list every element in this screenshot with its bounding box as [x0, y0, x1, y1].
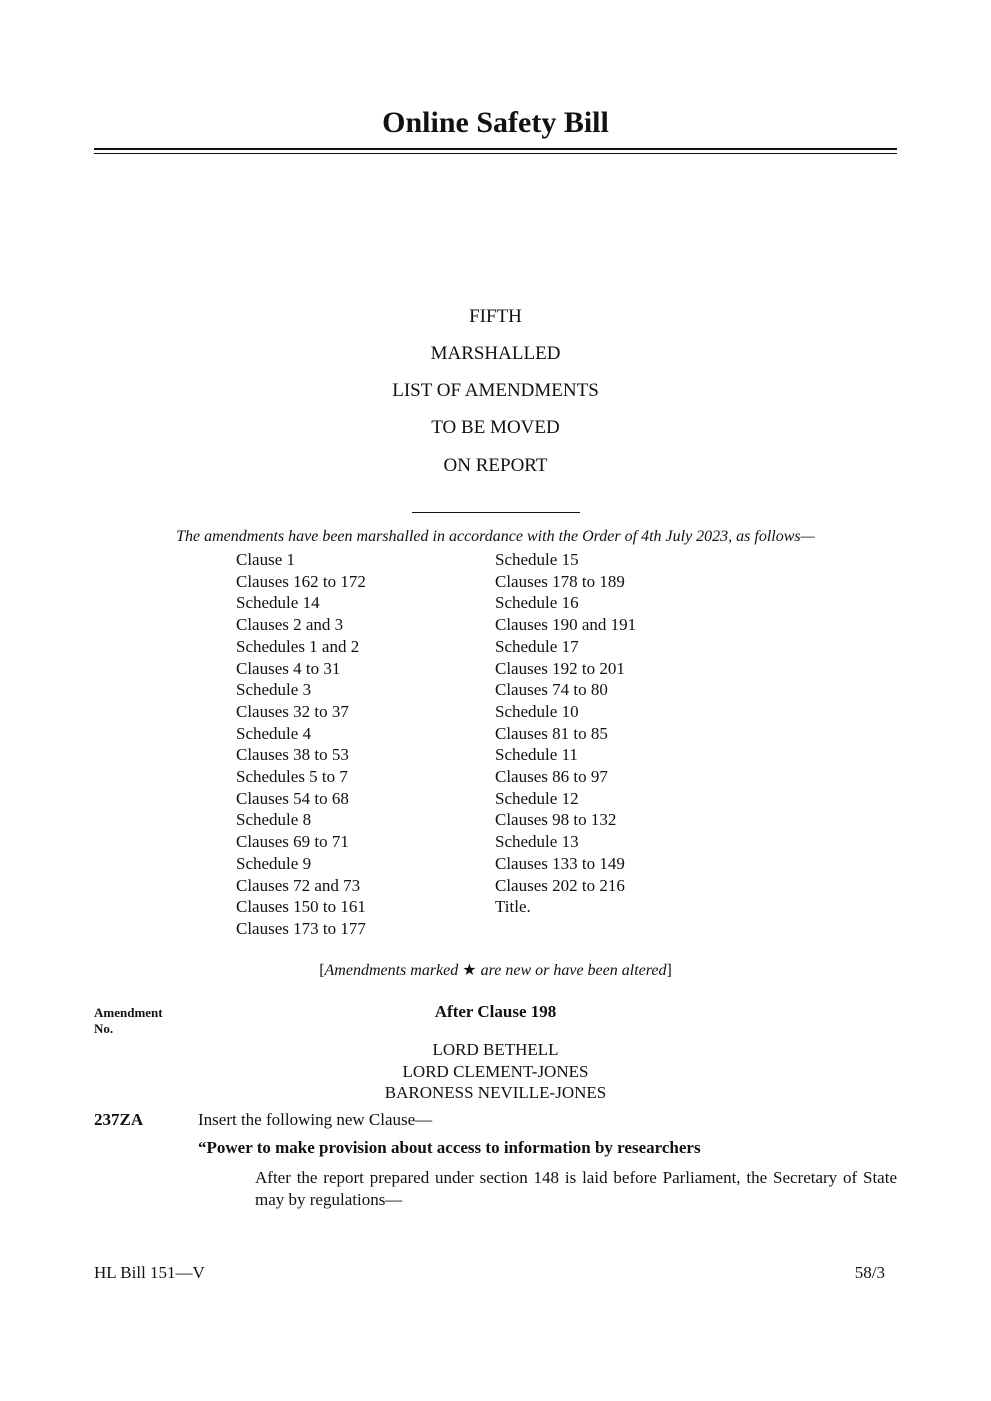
- order-item: Clauses 133 to 149: [495, 853, 625, 873]
- order-item: Schedules 1 and 2: [236, 636, 360, 656]
- order-item: Schedule 9: [236, 853, 312, 873]
- amendment-label-line1: Amendment: [94, 1005, 163, 1020]
- heading-line-marshalled: MARSHALLED: [430, 343, 561, 364]
- order-item: Clauses 178 to 189: [495, 571, 625, 591]
- order-item: Clauses 86 to 97: [495, 767, 608, 787]
- order-item: Clause 1: [236, 550, 296, 569]
- order-item: Schedule 14: [236, 593, 320, 613]
- amendment-number: 237ZA: [94, 1110, 144, 1129]
- order-item: Schedule 15: [495, 550, 579, 569]
- order-item: Clauses 162 to 172: [236, 571, 366, 591]
- order-item: Schedule 3: [236, 680, 312, 700]
- order-item: Schedule 11: [495, 745, 578, 765]
- after-clause-heading: After Clause 198: [434, 1002, 557, 1021]
- clause-body-text: After the report prepared under section 148 is laid before Parliament, the Secretary of State may by regulations—: [255, 1168, 897, 1209]
- bill-title: Online Safety Bill: [382, 106, 609, 139]
- order-item: Clauses 2 and 3: [236, 615, 344, 635]
- order-item: Schedule 12: [495, 788, 579, 808]
- order-item: Clauses 4 to 31: [236, 658, 341, 678]
- order-item: Schedule 10: [495, 701, 579, 721]
- bill-reference: HL Bill 151—V: [94, 1263, 205, 1282]
- section-divider: [412, 512, 580, 513]
- marshalling-intro: The amendments have been marshalled in accordance with the Order of 4th July 2023, as follows—: [176, 528, 815, 545]
- title-rule-thin: [94, 153, 897, 154]
- sponsor-name: BARONESS NEVILLE-JONES: [384, 1083, 607, 1102]
- order-list-right: [495, 549, 636, 918]
- order-item: Clauses 98 to 132: [495, 810, 617, 830]
- order-item: Schedule 17: [495, 636, 579, 656]
- order-item: Schedule 8: [236, 810, 312, 830]
- order-item: Clauses 72 and 73: [236, 875, 361, 895]
- order-item: Clauses 38 to 53: [236, 745, 349, 765]
- order-item: Clauses 150 to 161: [236, 897, 366, 917]
- page-reference: 58/3: [854, 1263, 885, 1282]
- order-item: Clauses 54 to 68: [236, 788, 349, 808]
- order-item: Clauses 32 to 37: [236, 701, 349, 721]
- insert-instruction: Insert the following new Clause—: [198, 1110, 433, 1129]
- order-item: Clauses 173 to 177: [236, 918, 366, 938]
- order-item: Schedule 4: [236, 723, 312, 743]
- note-open-bracket: [: [319, 962, 325, 979]
- order-item: Schedule 13: [495, 832, 579, 852]
- heading-line-moved: TO BE MOVED: [431, 417, 560, 438]
- amendment-label-line2: No.: [94, 1021, 114, 1036]
- order-item: Clauses 190 and 191: [495, 615, 637, 635]
- order-item: Schedules 5 to 7: [236, 767, 348, 787]
- order-item: Clauses 192 to 201: [495, 658, 625, 678]
- sponsor-name: LORD CLEMENT-JONES: [402, 1061, 589, 1081]
- note-text-after-star: are new or have been altered: [476, 962, 667, 979]
- order-item: Schedule 16: [495, 593, 579, 613]
- order-item: Clauses 202 to 216: [495, 875, 625, 895]
- new-clause-heading: “Power to make provision about access to information by researchers: [198, 1138, 701, 1157]
- sponsor-list: [0, 1039, 991, 1104]
- order-item: Title.: [495, 897, 531, 917]
- order-list-left: [236, 549, 366, 940]
- order-item: Clauses 81 to 85: [495, 723, 608, 743]
- note-text-before-star: Amendments marked: [324, 962, 463, 979]
- order-item: Clauses 74 to 80: [495, 680, 608, 700]
- sponsor-name: LORD BETHELL: [432, 1040, 559, 1059]
- heading-line-fifth: FIFTH: [469, 306, 522, 327]
- note-close-bracket: ]: [666, 962, 672, 979]
- title-rule-thick: [94, 148, 897, 150]
- star-icon: ★: [462, 962, 477, 979]
- marked-amendments-note: [0, 960, 991, 980]
- order-item: Clauses 69 to 71: [236, 832, 349, 852]
- heading-line-list: LIST OF AMENDMENTS: [392, 380, 599, 401]
- heading-line-report: ON REPORT: [443, 455, 548, 476]
